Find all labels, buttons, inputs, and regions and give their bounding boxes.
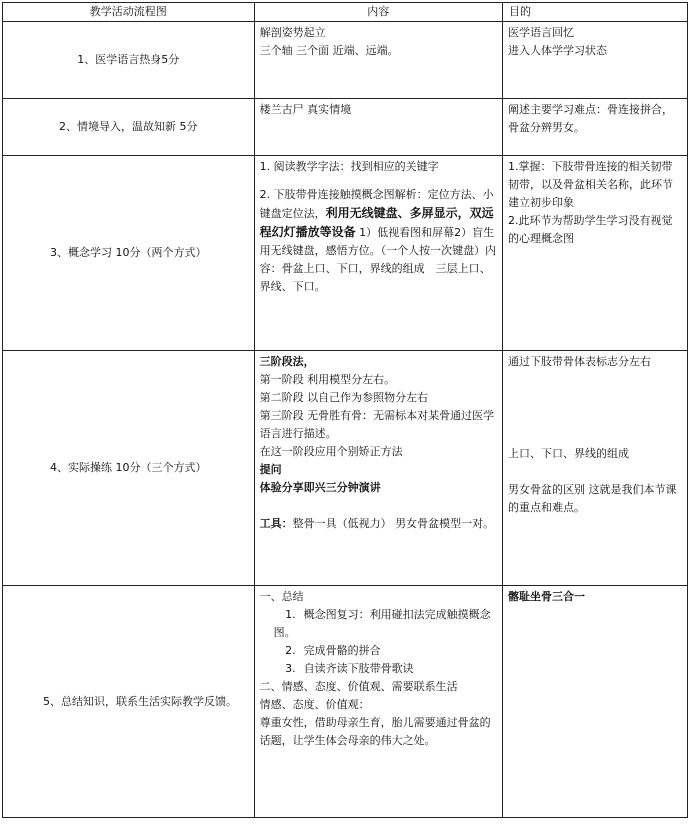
content-cell: [254, 22, 502, 99]
content-heading: 二、情感、态度、价值观、需要联系生活: [259, 680, 458, 693]
content-text: 1）低视看图和屏幕2）盲生用无线键盘，感悟方位。（一个人按一次键盘）内容：骨盆上口、下口，界线的组成 三层上口、界线、下口。: [259, 226, 497, 293]
content-emphasis: 利用无线键盘、多屏显示，双远程幻灯播放等设备: [259, 206, 494, 239]
list-item: [260, 606, 497, 642]
stage-cell: 1、医学语言热身5分: [3, 22, 255, 99]
list-number: 3.: [285, 662, 296, 675]
content-emphasis: 体验分享即兴三分钟演讲: [259, 481, 381, 494]
stage-cell: 3、概念学习 10分（两个方式）: [3, 156, 255, 351]
stage-cell: 5、总结知识，联系生活实际教学反馈。: [3, 586, 255, 818]
content-cell: [254, 156, 502, 351]
purpose-line: 进入人体学学习状态: [507, 44, 607, 57]
purpose-line: 2.此环节为帮助学生学习没有视觉的心理概念图: [507, 214, 673, 245]
tools-text: 整骨一具（低视力） 男女骨盆模型一对。: [292, 517, 495, 530]
purpose-cell: [502, 99, 687, 156]
purpose-line: 1.掌握：下肢带骨连接的相关韧带韧带，以及骨盆相关名称，此环节建立初步印象: [507, 160, 673, 209]
purpose-line: 髂耻坐骨三合一: [507, 590, 585, 603]
list-item: [260, 642, 497, 660]
table-row: [3, 99, 688, 156]
content-line: 情感、态度、价值观：: [259, 698, 370, 711]
purpose-cell: [502, 586, 687, 818]
stage-cell: 4、实际操练 10分（三个方式）: [3, 351, 255, 586]
table-row: [3, 586, 688, 818]
content-paragraph: 1. 阅读教学字法：找到相应的关键字: [259, 160, 439, 173]
content-line: 尊重女性，借助母亲生育，胎儿需要通过骨盆的话题，让学生体会母亲的伟大之处。: [259, 716, 491, 747]
lesson-plan-table: [2, 2, 688, 818]
purpose-cell: [502, 156, 687, 351]
stage-cell: 2、情境导入，温故知新 5分: [3, 99, 255, 156]
list-text: 概念图复习：利用碰扣法完成触摸概念图。: [273, 608, 491, 639]
content-paragraph: [260, 186, 497, 296]
table-header-row: [3, 3, 688, 22]
purpose-line: 上口、下口、界线的组成: [507, 447, 629, 460]
table-row: [3, 351, 688, 586]
content-line: 第二阶段 以自己作为参照物分左右: [259, 391, 429, 404]
content-line: [260, 515, 497, 533]
content-line: 第一阶段 利用模型分左右。: [259, 373, 396, 386]
content-line: 楼兰古尸 真实情境: [259, 103, 352, 116]
list-number: 1.: [285, 608, 296, 621]
purpose-line: 医学语言回忆: [507, 26, 574, 39]
content-line: 第三阶段 无骨胜有骨：无需标本对某骨通过医学语言进行描述。: [259, 409, 495, 440]
purpose-cell: [502, 351, 687, 586]
purpose-cell: [502, 22, 687, 99]
content-text: 2. 下肢带骨连接触摸概念图解析：定位方法、小键盘定位法，: [259, 188, 494, 220]
list-item: [260, 660, 497, 678]
content-cell: [254, 351, 502, 586]
list-text: 自读齐读下肢带骨歌诀: [303, 662, 414, 675]
content-cell: [254, 586, 502, 818]
purpose-line: 通过下肢带骨体表标志分左右: [507, 355, 651, 368]
purpose-line: 阐述主要学习难点：骨连接拼合，骨盆分辨男女。: [507, 103, 673, 134]
list-number: 2.: [285, 644, 296, 657]
content-heading: 三阶段法，: [259, 355, 315, 368]
header-purpose: 目的: [502, 3, 687, 22]
table-row: [3, 156, 688, 351]
header-content: 内容: [254, 3, 502, 22]
content-emphasis: 提问: [259, 463, 282, 476]
content-line: 在这一阶段应用个别矫正方法: [259, 445, 403, 458]
content-line: 三个轴 三个面 近端、远端。: [259, 44, 399, 57]
tools-label: 工具：: [259, 517, 293, 530]
header-stage: 教学活动流程图: [3, 3, 255, 22]
table-row: [3, 22, 688, 99]
list-text: 完成骨骼的拼合: [303, 644, 381, 657]
content-line: 解剖姿势起立: [259, 26, 326, 39]
content-cell: [254, 99, 502, 156]
content-heading: 一、总结: [259, 590, 304, 603]
purpose-line: 男女骨盆的区别 这就是我们本节课的重点和难点。: [507, 483, 677, 514]
